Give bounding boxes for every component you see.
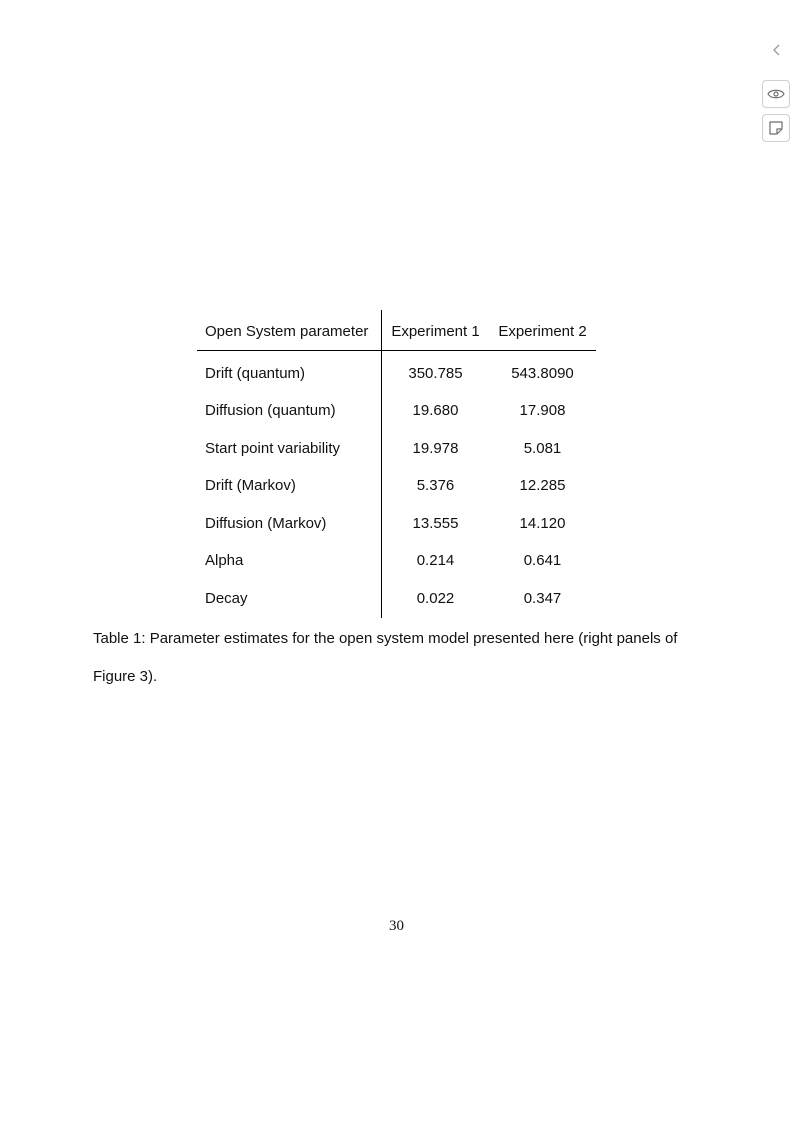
parameter-table — [197, 310, 596, 618]
sticky-note-icon — [768, 120, 784, 136]
table-row — [197, 393, 596, 431]
column-header: Experiment 2 — [489, 310, 596, 351]
add-note-button[interactable] — [762, 114, 790, 142]
experiment-2-value: 0.641 — [523, 552, 562, 570]
table-row — [197, 351, 596, 393]
experiment-2-value: 5.081 — [523, 439, 562, 457]
parameter-name: Drift (quantum) — [197, 351, 382, 393]
parameter-name: Start point variability — [197, 430, 382, 468]
eye-icon — [767, 88, 785, 100]
parameter-name: Drift (Markov) — [197, 468, 382, 506]
table-row — [197, 580, 596, 618]
experiment-1-value: 19.978 — [412, 439, 459, 457]
table-header-row — [197, 310, 596, 351]
view-button[interactable] — [762, 80, 790, 108]
experiment-2-value: 12.285 — [519, 477, 566, 495]
experiment-2-value: 14.120 — [519, 514, 566, 532]
experiment-1-value: 19.680 — [412, 402, 459, 420]
collapse-sidebar-button[interactable] — [769, 40, 785, 60]
table-row — [197, 543, 596, 581]
experiment-1-value: 0.022 — [416, 589, 455, 607]
table-caption: Table 1: Parameter estimates for the open system model presented here (right panels of Figure 3). — [93, 630, 678, 685]
experiment-1-value: 0.214 — [416, 552, 455, 570]
experiment-1-value: 13.555 — [412, 514, 459, 532]
parameter-name: Diffusion (Markov) — [197, 505, 382, 543]
experiment-1-value: 5.376 — [416, 477, 455, 495]
parameter-name: Alpha — [197, 543, 382, 581]
parameter-name: Decay — [197, 580, 382, 618]
table-row — [197, 430, 596, 468]
experiment-1-value: 350.785 — [408, 364, 463, 382]
experiment-2-value: 0.347 — [523, 589, 562, 607]
column-header: Open System parameter — [197, 310, 382, 351]
parameter-name: Diffusion (quantum) — [197, 393, 382, 431]
page-number: 30 — [389, 918, 404, 934]
table-row — [197, 505, 596, 543]
experiment-2-value: 543.8090 — [511, 364, 574, 382]
experiment-2-value: 17.908 — [519, 402, 566, 420]
chevron-left-icon — [772, 44, 782, 56]
column-header: Experiment 1 — [382, 310, 490, 351]
table-row — [197, 468, 596, 506]
